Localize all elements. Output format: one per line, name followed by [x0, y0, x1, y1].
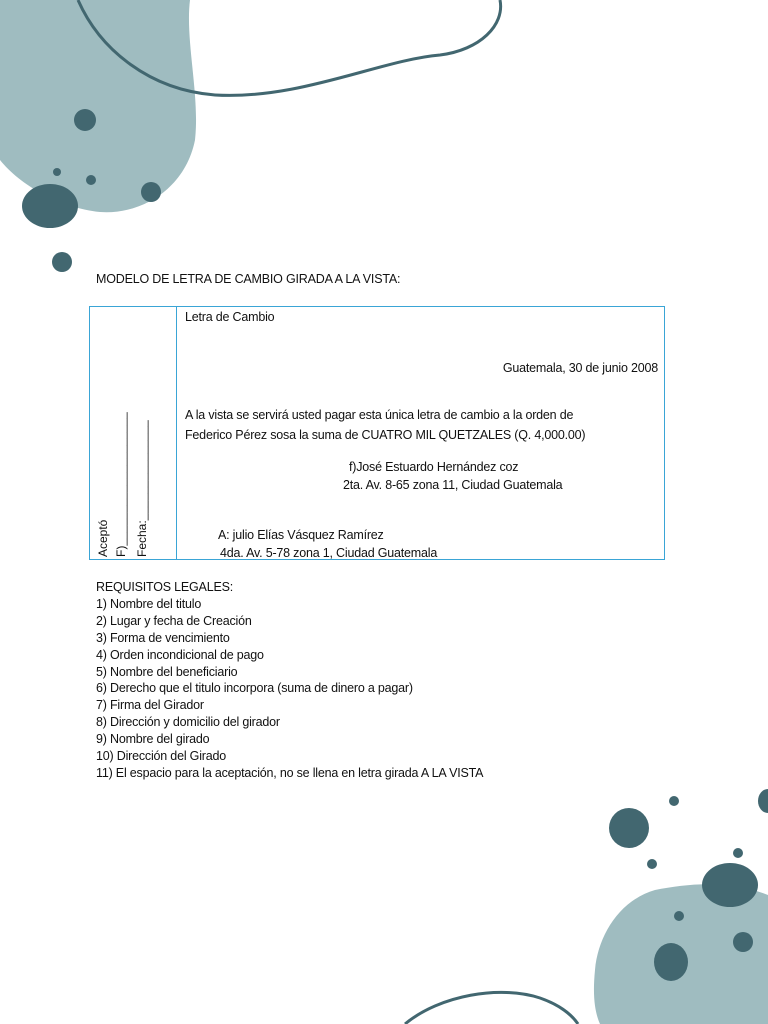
legal-requirements	[96, 579, 483, 782]
requirement-item: 10) Dirección del Girado	[96, 749, 226, 764]
top-left-dot-1	[74, 109, 96, 131]
requirement-item: 9) Nombre del girado	[96, 732, 210, 747]
requirement-item: 8) Dirección y domicilio del girador	[96, 715, 280, 730]
requirements-list	[96, 596, 483, 782]
top-left-dot-5	[52, 252, 72, 272]
bottom-right-dot-4	[733, 932, 753, 952]
bill-body-line-2: Federico Pérez sosa la suma de CUATRO MIL QUETZALES (Q. 4,000.00)	[185, 428, 586, 442]
bottom-right-dot-3	[654, 943, 688, 981]
requirement-item: 4) Orden incondicional de pago	[96, 647, 264, 662]
bottom-right-dot-8	[674, 911, 684, 921]
bottom-curve-line	[405, 992, 578, 1024]
bottom-right-dot-7	[733, 848, 743, 858]
top-left-dot-4	[53, 168, 61, 176]
acceptance-signature-line: F)____________________	[114, 412, 128, 557]
top-left-dot-2	[141, 182, 161, 202]
requirement-item: 5) Nombre del beneficiario	[96, 664, 238, 679]
top-left-dot-3	[86, 175, 96, 185]
acceptance-label: Aceptó	[96, 519, 110, 557]
bottom-right-dot-5	[669, 796, 679, 806]
bottom-right-dot-6	[647, 859, 657, 869]
bill-body-line-1: A la vista se servirá usted pagar esta única letra de cambio a la orden de	[185, 408, 574, 422]
acceptance-divider	[176, 307, 177, 559]
document-heading: MODELO DE LETRA DE CAMBIO GIRADA A LA VISTA:	[96, 272, 401, 286]
bill-title: Letra de Cambio	[185, 310, 275, 324]
bottom-right-dot-2	[702, 863, 758, 907]
requirement-item: 3) Forma de vencimiento	[96, 630, 230, 645]
acceptance-column	[90, 307, 176, 559]
bottom-right-dot-edge	[758, 789, 768, 813]
requirement-item: 1) Nombre del titulo	[96, 596, 202, 611]
drawee-name: A: julio Elías Vásquez Ramírez	[218, 528, 384, 542]
requirement-item: 11) El espacio para la aceptación, no se llena en letra girada A LA VISTA	[96, 765, 484, 780]
acceptance-date-line: Fecha:_______________	[135, 420, 149, 557]
drawer-signature: f)José Estuardo Hernández coz	[349, 460, 519, 474]
requirement-item: 2) Lugar y fecha de Creación	[96, 613, 252, 628]
drawer-address: 2ta. Av. 8-65 zona 11, Ciudad Guatemala	[343, 478, 563, 492]
requirement-item: 6) Derecho que el titulo incorpora (suma de dinero a pagar)	[96, 681, 413, 696]
requirement-item: 7) Firma del Girador	[96, 698, 204, 713]
drawee-address: 4da. Av. 5-78 zona 1, Ciudad Guatemala	[220, 546, 438, 560]
bottom-right-dot-large	[609, 808, 649, 848]
place-and-date: Guatemala, 30 de junio 2008	[502, 361, 658, 375]
requirements-title: REQUISITOS LEGALES:	[96, 580, 233, 594]
bill-of-exchange-box	[89, 306, 665, 560]
top-left-dot-large	[22, 184, 78, 228]
